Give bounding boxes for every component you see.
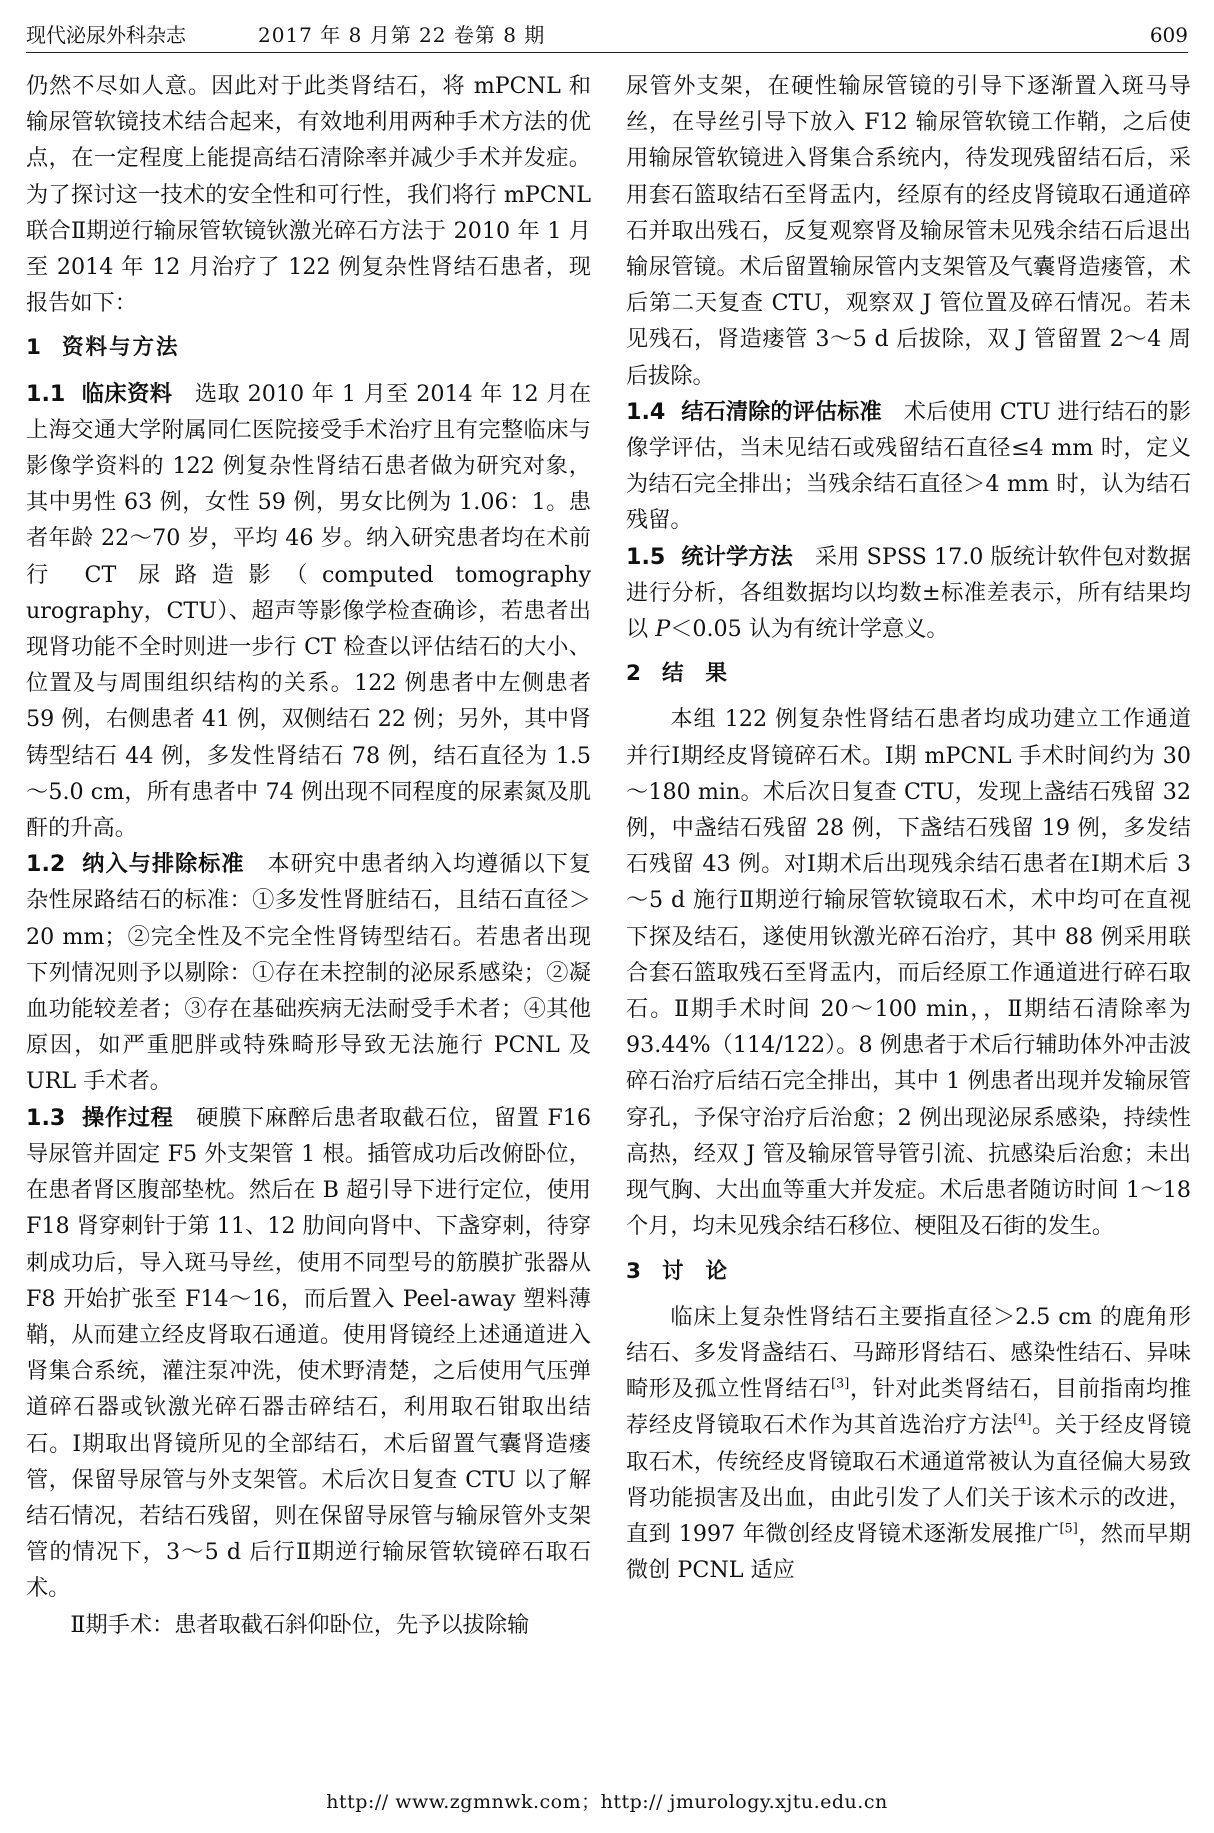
section-title: 资料与方法 xyxy=(62,335,180,361)
subsection-title: 纳入与排除标准 xyxy=(81,851,245,878)
reference-4: [4] xyxy=(1013,1412,1032,1428)
subsection-number: 1.3 xyxy=(26,1104,66,1131)
left-column xyxy=(26,68,591,1758)
section-1-heading xyxy=(26,330,591,366)
subsection-body-end: ＜0.05 认为有统计学意义。 xyxy=(670,616,949,643)
right-column xyxy=(626,68,1191,1758)
section-3-heading xyxy=(626,1254,1191,1290)
subsection-number: 1.4 xyxy=(626,398,666,425)
subsection-body: 术后使用 CTU 进行结石的影像学评估，当未见结石或残留结石直径≤4 mm 时，定义为结石完全排出；当残余结石直径＞4 mm 时，认为结石残留。 xyxy=(626,398,1191,534)
section-number: 3 xyxy=(626,1258,641,1284)
issue-info: 2017 年 8 月第 22 卷第 8 期 xyxy=(258,23,546,47)
section-number: 2 xyxy=(626,661,641,687)
subsection-heading xyxy=(626,544,793,570)
discussion-text: ，然而早期微创 PCNL 适应 xyxy=(626,1520,1191,1584)
section-number: 1 xyxy=(26,335,41,361)
continued-paragraph: 尿管外支架，在硬性输尿管镜的引导下逐渐置入斑马导丝，在导丝引导下放入 F12 输尿管软镜工作鞘，之后使用输尿管软镜进入肾集合系统内，待发现残留结石后，采用套石篮取结石至肾盂内，经原有的经皮肾镜取石通道碎石并取出残石，反复观察肾及输尿管未见残余结石后退出输尿管镜。术后留置输尿管内支架管及气囊肾造瘘管，术后第二天复查 CTU，观察双 J 管位置及碎石情况。若未见残石，肾造瘘管 3～5 d 后拔除，双 J 管留置 2～4 周后拔除。 xyxy=(626,73,1191,389)
p-value-symbol: P xyxy=(655,616,671,643)
subsection-heading xyxy=(26,851,245,877)
subsection-title: 统计学方法 xyxy=(681,543,793,570)
subsection-body: 本研究中患者纳入均遵循以下复杂性尿路结石的标准：①多发性肾脏结石，且结石直径＞20 mm；②完全性及不完全性肾铸型结石。若患者出现下列情况则予以剔除：①存在未控制的泌尿系感染；②凝血功能较差者；③存在基础疾病无法耐受手术者；④其他原因，如严重肥胖或特殊畸形导致无法施行 PCNL 及 URL 手术者。 xyxy=(26,851,591,1095)
discussion-text: 。关于经皮肾镜取石术，传统经皮肾镜取石术通道常被认为直径偏大易致肾功能损害及出血，由此引发了人们关于该术示的改进，直到 1997 年微创经皮肾镜术逐渐发展推广 xyxy=(626,1412,1191,1547)
discussion-text: 临床上复杂性肾结石主要指直径＞2.5 cm 的鹿角形结石、多发肾盏结石、马蹄形肾结石、感染性结石、异味畸形及孤立性肾结石 xyxy=(626,1303,1191,1403)
subsection-number: 1.1 xyxy=(26,380,66,407)
subsection-heading xyxy=(26,1105,174,1131)
section-title: 讨论 xyxy=(662,1258,750,1284)
subsection-1-1 xyxy=(26,376,591,847)
subsection-number: 1.5 xyxy=(626,543,666,570)
subsection-body: 硬膜下麻醉后患者取截石位，留置 F16 导尿管并固定 F5 外支架管 1 根。插管成功后改俯卧位，在患者肾区腹部垫枕。然后在 B 超引导下进行定位，使用 F18 肾穿刺针于第 11、12 肋间向肾中、下盏穿刺，待穿刺成功后，导入斑马导丝，使用不同型号的筋膜扩张器从 F8 开始扩张至 F14～16，而后置入 Peel-away 塑料薄鞘，从而建立经皮肾取石通道。使用肾镜经上述通道进入肾集合系统，灌注泵冲洗，使术野清楚，之后使用气压弹道碎石器或钬激光碎石器击碎结石，利用取石钳取出结石。Ⅰ期取出肾镜所见的全部结石，术后留置气囊肾造瘘管，保留导尿管与外支架管。术后次日复查 CTU 以了解结石情况，若结石残留，则在保留导尿管与输尿管外支架管的情况下，3～5 d 后行Ⅱ期逆行输尿管软镜碎石取石术。 xyxy=(26,1104,591,1602)
discussion-paragraph xyxy=(626,1299,1191,1589)
reference-3: [3] xyxy=(830,1376,850,1392)
section-2-heading xyxy=(626,656,1191,692)
results-paragraph: 本组 122 例复杂性肾结石患者均成功建立工作通道并行Ⅰ期经皮肾镜碎石术。Ⅰ期 mPCNL 手术时间约为 30～180 min。术后次日复查 CTU，发现上盏结石残留 32 例，中盏结石残留 28 例，下盏结石残留 19 例，多发结石残留 43 例。对Ⅰ期术后出现残余结石患者在Ⅰ期术后 3～5 d 施行Ⅱ期逆行输尿管软镜取石术，术中均可在直视下探及结石，遂使用钬激光碎石治疗，其中 88 例采用联合套石篮取残石至肾盂内，而后经原工作通道进行碎石取石。Ⅱ期手术时间 20～100 min，，Ⅱ期结石清除率为 93.44%（114/122）。8 例患者于术后行辅助体外冲击波碎石治疗后结石完全排出，其中 1 例患者出现并发输尿管穿孔，予保守治疗后治愈；2 例出现泌尿系感染，持续性高热，经双 J 管及输尿管导管引流、抗感染后治愈；未出现气胸、大出血等重大并发症。术后患者随访时间 1～18 个月，均未见残余结石移位、梗阻及石街的发生。 xyxy=(626,706,1191,1240)
stage2-paragraph: Ⅱ期手术：患者取截石斜仰卧位，先予以拔除输 xyxy=(70,1611,530,1638)
subsection-body: 采用 SPSS 17.0 版统计软件包对数据进行分析，各组数据均以均数±标准差表示，所有结果均以 xyxy=(626,543,1191,643)
subsection-heading xyxy=(626,399,882,425)
subsection-heading xyxy=(26,381,172,407)
subsection-title: 临床资料 xyxy=(81,380,173,407)
subsection-1-3 xyxy=(26,1100,591,1607)
reference-5: [5] xyxy=(1059,1521,1078,1537)
subsection-number: 1.2 xyxy=(26,851,66,878)
subsection-1-2 xyxy=(26,846,591,1099)
running-header xyxy=(26,18,1188,53)
footer-urls: http:// www.zgmnwk.com；http:// jmurology.xjtu.edu.cn xyxy=(326,1791,888,1813)
section-title: 结果 xyxy=(662,661,750,687)
discussion-text: ，针对此类肾结石，目前指南均推荐经皮肾镜取石术作为其首选治疗方法 xyxy=(626,1376,1191,1439)
subsection-title: 结石清除的评估标准 xyxy=(681,398,882,425)
intro-paragraph: 仍然不尽如人意。因此对于此类肾结石，将 mPCNL 和输尿管软镜技术结合起来，有效地利用两种手术方法的优点，在一定程度上能提高结石清除率并减少手术并发症。为了探讨这一技术的安全性和可行性，我们将行 mPCNL 联合Ⅱ期逆行输尿管软镜钬激光碎石方法于 2010 年 1 月至 2014 年 12 月治疗了 122 例复杂性肾结石患者，现报告如下： xyxy=(26,73,591,317)
subsection-title: 操作过程 xyxy=(81,1104,174,1131)
subsection-body: 选取 2010 年 1 月至 2014 年 12 月在上海交通大学附属同仁医院接受手术治疗且有完整临床与影像学资料的 122 例复杂性肾结石患者做为研究对象，其中男性 63 例，女性 59 例，男女比例为 1.06：1。患者年龄 22～70 岁，平均 46 岁。纳入研究患者均在术前行 CT 尿路造影（computed tomography urography，CTU）、超声等影像学检查确诊，若患者出现肾功能不全时则进一步行 CT 检查以评估结石的大小、位置及与周围组织结构的关系。122 例患者中左侧患者 59 例，右侧患者 41 例，双侧结石 22 例；另外，其中肾铸型结石 44 例，多发性肾结石 78 例，结石直径为 1.5～5.0 cm，所有患者中 74 例出现不同程度的尿素氮及肌酐的升高。 xyxy=(26,380,591,842)
subsection-1-5 xyxy=(626,539,1191,648)
subsection-1-4 xyxy=(626,394,1191,539)
page-number: 609 xyxy=(1149,23,1188,47)
journal-name: 现代泌尿外科杂志 xyxy=(26,23,186,47)
